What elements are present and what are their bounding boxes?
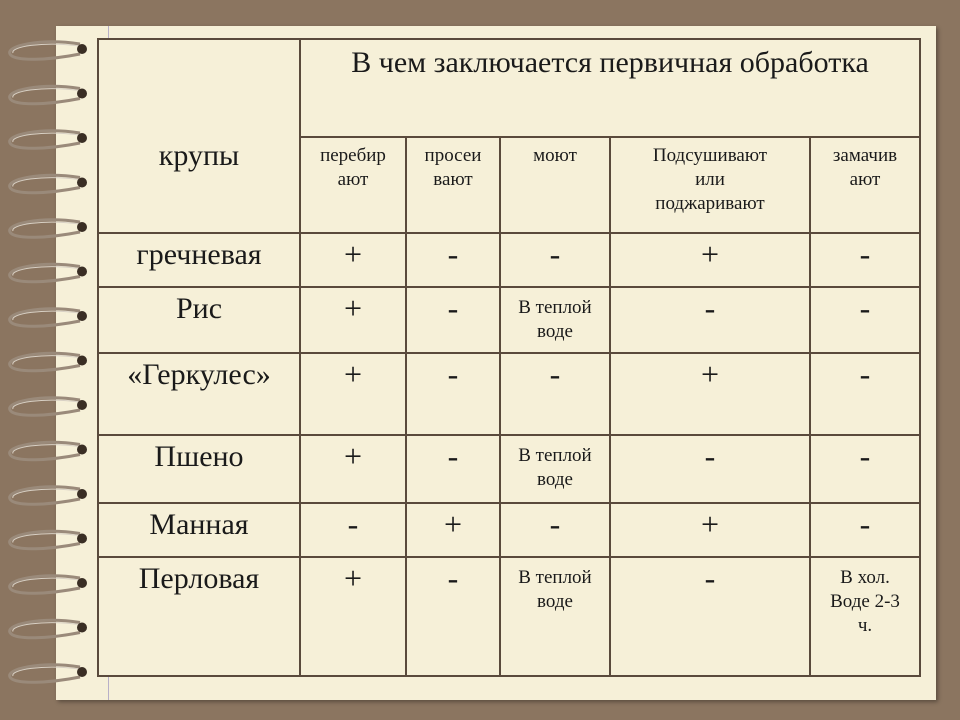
- table-cell: -: [406, 233, 500, 287]
- spiral-ring: [10, 442, 87, 459]
- table-cell: +: [300, 353, 406, 435]
- spiral-binding: [0, 30, 96, 690]
- table-cell: +: [406, 503, 500, 557]
- table-cell: +: [300, 557, 406, 676]
- spiral-ring: [10, 398, 87, 415]
- spiral-ring: [10, 131, 87, 148]
- table-cell: -: [810, 287, 920, 353]
- spiral-ring: [10, 353, 87, 370]
- subheader: Подсушивают или поджаривают: [610, 137, 810, 233]
- processing-table: [97, 38, 921, 677]
- table-row: [98, 557, 920, 676]
- table-cell: -: [810, 435, 920, 503]
- crop-name: Манная: [98, 503, 300, 557]
- table-cell: -: [500, 233, 610, 287]
- spiral-ring: [10, 175, 87, 192]
- table-row: [98, 233, 920, 287]
- table-cell: -: [610, 557, 810, 676]
- spiral-ring: [10, 42, 87, 59]
- spiral-ring: [10, 620, 87, 637]
- crop-name: Перловая: [98, 557, 300, 676]
- table-cell: -: [500, 503, 610, 557]
- table-cell: +: [610, 503, 810, 557]
- spiral-ring: [10, 309, 87, 326]
- table-cell: +: [610, 353, 810, 435]
- spiral-ring: [10, 665, 87, 682]
- table-cell: -: [406, 353, 500, 435]
- table-cell: +: [610, 233, 810, 287]
- table-cell: +: [300, 233, 406, 287]
- table-cell: В теплой воде: [500, 557, 610, 676]
- table-cell: -: [610, 287, 810, 353]
- table-row: [98, 353, 920, 435]
- spiral-ring: [10, 487, 87, 504]
- table-cell: -: [810, 503, 920, 557]
- table-cell: В хол. Воде 2-3 ч.: [810, 557, 920, 676]
- table-cell: -: [610, 435, 810, 503]
- table-cell: -: [406, 435, 500, 503]
- subheader: перебир ают: [300, 137, 406, 233]
- table-row: [98, 503, 920, 557]
- table-cell: В теплой воде: [500, 435, 610, 503]
- table-cell: +: [300, 435, 406, 503]
- table-cell: +: [300, 287, 406, 353]
- subheader: просеи вают: [406, 137, 500, 233]
- subheader: моют: [500, 137, 610, 233]
- table-cell: -: [406, 287, 500, 353]
- table-row: [98, 435, 920, 503]
- table-cell: -: [300, 503, 406, 557]
- spiral-ring: [10, 220, 87, 237]
- crop-name: Пшено: [98, 435, 300, 503]
- table-cell: В теплой воде: [500, 287, 610, 353]
- table-row: [98, 287, 920, 353]
- table-cell: -: [406, 557, 500, 676]
- subheader: замачив ают: [810, 137, 920, 233]
- spiral-ring: [10, 264, 87, 281]
- spiral-ring: [10, 531, 87, 548]
- crop-name: «Геркулес»: [98, 353, 300, 435]
- corner-label: крупы: [98, 39, 300, 233]
- table-cell: -: [810, 233, 920, 287]
- spiral-ring: [10, 576, 87, 593]
- crop-name: Рис: [98, 287, 300, 353]
- spiral-ring: [10, 86, 87, 103]
- table-cell: -: [500, 353, 610, 435]
- group-header: В чем заключается первичная обработка: [300, 39, 920, 137]
- table-cell: -: [810, 353, 920, 435]
- crop-name: гречневая: [98, 233, 300, 287]
